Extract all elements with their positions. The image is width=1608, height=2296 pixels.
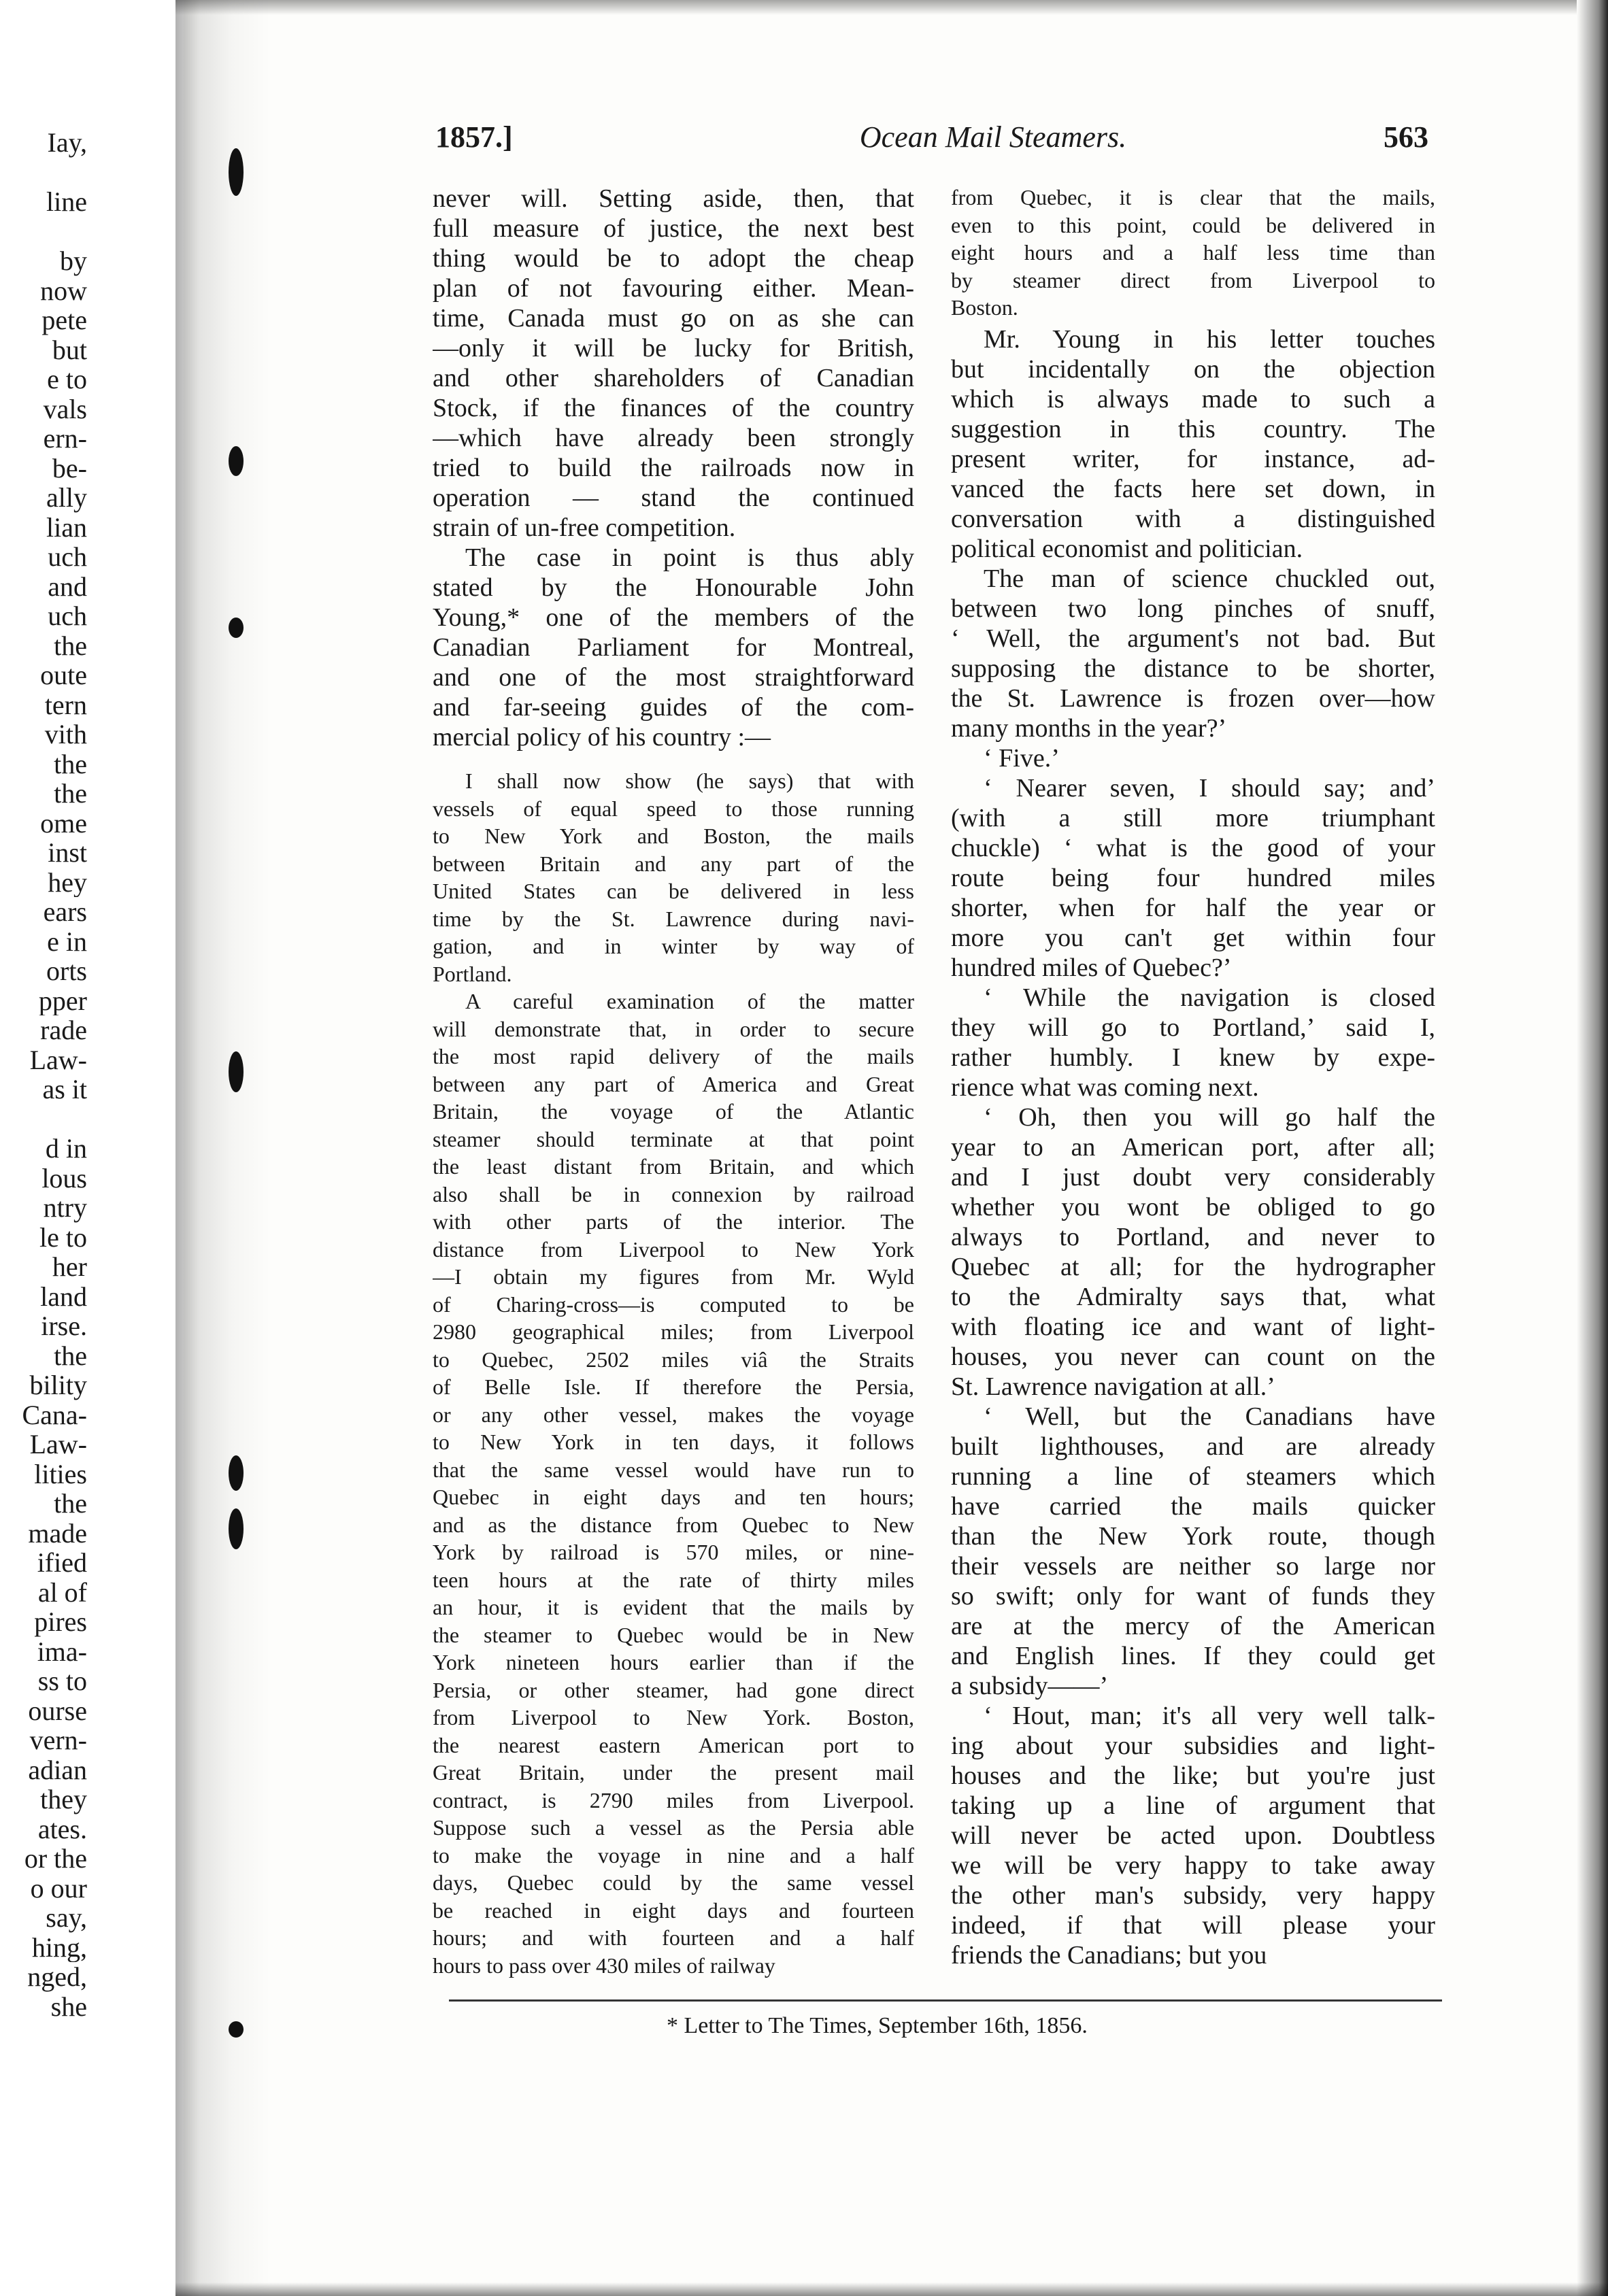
footnote-rule xyxy=(449,1999,1442,2002)
text-line: but incidentally on the objection xyxy=(951,354,1435,384)
text-line: York nineteen hours earlier than if the xyxy=(433,1650,914,1674)
text-line: ‘ Well, but the Canadians have xyxy=(984,1402,1435,1431)
right-edge-shadow xyxy=(1577,0,1608,2296)
bottom-edge-shadow xyxy=(175,2282,1608,2296)
text-line: Quebec at all; for the hydrographer xyxy=(951,1252,1435,1281)
text-line: chuckle) ‘ what is the good of your xyxy=(951,833,1435,862)
fragment-line: e to xyxy=(47,365,87,394)
text-line: gation, and in winter by way of xyxy=(433,934,914,958)
text-line: United States can be delivered in less xyxy=(433,879,914,903)
text-line: to Quebec, 2502 miles viâ the Straits xyxy=(433,1347,914,1372)
text-line: will demonstrate that, in order to secure xyxy=(433,1016,914,1041)
fragment-line: her xyxy=(52,1252,87,1282)
text-line: the other man's subsidy, very happy xyxy=(951,1880,1435,1910)
text-line: so swift; only for want of funds they xyxy=(951,1581,1435,1610)
text-line: friends the Canadians; but you xyxy=(951,1940,1267,1970)
text-line: ‘ Well, the argument's not bad. But xyxy=(951,624,1435,653)
fragment-line: bility xyxy=(29,1370,87,1400)
text-line: the least distant from Britain, and which xyxy=(433,1154,914,1179)
fragment-line: nged, xyxy=(27,1962,87,1992)
fragment-line xyxy=(0,217,87,247)
text-line: to the Admiralty says that, what xyxy=(951,1282,1435,1311)
fragment-line: le to xyxy=(39,1222,87,1252)
running-head-title: Ocean Mail Steamers. xyxy=(859,120,1127,154)
text-line: and as the distance from Quebec to New xyxy=(433,1512,914,1537)
text-line: shorter, when for half the year or xyxy=(951,893,1435,922)
binding-tear-mark xyxy=(229,2021,244,2038)
text-line: also shall be in connexion by railroad xyxy=(433,1181,914,1206)
text-line: ‘ While the navigation is closed xyxy=(984,983,1435,1012)
text-column-right xyxy=(951,184,1435,1970)
page-number: 563 xyxy=(1384,120,1428,154)
fragment-line: ss to xyxy=(37,1666,87,1696)
fragment-line: inst xyxy=(48,838,87,868)
fragment-line: ome xyxy=(40,808,87,838)
fragment-line: pper xyxy=(38,985,87,1015)
fragment-line: uch xyxy=(48,601,87,631)
fragment-line: or the xyxy=(24,1844,87,1874)
text-line: days, Quebec could by the same vessel xyxy=(433,1870,914,1895)
text-line: ‘ Hout, man; it's all very well talk- xyxy=(984,1701,1435,1730)
fragment-line: ified xyxy=(37,1548,87,1578)
text-line: and one of the most straightforward xyxy=(433,663,914,692)
text-line: they will go to Portland,’ said I, xyxy=(951,1013,1435,1042)
fragment-line: ern- xyxy=(43,424,87,454)
text-line: an hour, it is evident that the mails by xyxy=(433,1595,914,1619)
text-line: of Belle Isle. If therefore the Persia, xyxy=(433,1374,914,1399)
text-line: a subsidy——’ xyxy=(951,1671,1109,1700)
fragment-line: lities xyxy=(34,1459,87,1489)
text-line: from Quebec, it is clear that the mails, xyxy=(951,185,1435,209)
fragment-line: Cana- xyxy=(22,1400,87,1430)
fragment-line: be- xyxy=(52,453,87,483)
fragment-line: as it xyxy=(42,1075,87,1104)
fragment-line: orts xyxy=(46,956,87,986)
text-line: operation — stand the continued xyxy=(433,484,914,512)
text-line: indeed, if that will please your xyxy=(951,1910,1435,1940)
text-line: and far-seeing guides of the com- xyxy=(433,693,914,722)
text-line: their vessels are neither so large nor xyxy=(951,1551,1435,1581)
text-line: Stock, if the finances of the country xyxy=(433,394,914,422)
text-line: time, Canada must go on as she can xyxy=(433,304,914,333)
text-line: with other parts of the interior. The xyxy=(433,1209,914,1234)
text-line: —which have already been strongly xyxy=(433,424,914,452)
text-line: or any other vessel, makes the voyage xyxy=(433,1402,914,1427)
binding-tear-mark xyxy=(229,1051,244,1092)
paragraph xyxy=(951,564,1435,743)
text-line: rather humbly. I knew by expe- xyxy=(951,1043,1435,1072)
text-line: from Liverpool to New York. Boston, xyxy=(433,1705,914,1729)
text-line: to make the voyage in nine and a half xyxy=(433,1842,914,1868)
text-line: which is always made to such a xyxy=(951,384,1435,413)
fragment-line: vith xyxy=(44,720,87,749)
text-line: Great Britain, under the present mail xyxy=(433,1760,914,1785)
fragment-line: oute xyxy=(40,660,87,690)
paragraph xyxy=(951,1102,1435,1402)
text-line: and I just doubt very considerably xyxy=(951,1162,1435,1192)
fragment-line: ntry xyxy=(43,1193,87,1223)
text-line: Quebec in eight days and ten hours; xyxy=(433,1485,914,1509)
text-line: present writer, for instance, ad- xyxy=(951,444,1435,473)
fragment-line: the xyxy=(54,749,87,779)
fragment-line: land xyxy=(40,1281,87,1311)
previous-page-text-fragment xyxy=(0,128,87,2021)
paragraph xyxy=(951,743,1435,773)
text-line: Suppose such a vessel as the Persia able xyxy=(433,1815,914,1840)
top-edge-shadow xyxy=(175,0,1577,15)
text-line: that the same vessel would have run to xyxy=(433,1457,914,1482)
text-line: vanced the facts here set down, in xyxy=(951,474,1435,503)
text-line: (with a still more triumphant xyxy=(951,803,1435,832)
text-line: ‘ Five.’ xyxy=(984,743,1060,773)
fragment-line: Law- xyxy=(29,1430,87,1459)
text-line: A careful examination of the matter xyxy=(465,989,914,1013)
text-line: plan of not favouring either. Mean- xyxy=(433,274,914,303)
fragment-line: vals xyxy=(43,394,87,424)
text-line: many months in the year?’ xyxy=(951,713,1227,743)
text-line: and English lines. If they could get xyxy=(951,1641,1435,1670)
text-line: always to Portland, and never to xyxy=(951,1222,1435,1251)
text-line: between any part of America and Great xyxy=(433,1071,914,1096)
text-line: supposing the distance to be shorter, xyxy=(951,654,1435,683)
text-line: —I obtain my figures from Mr. Wyld xyxy=(433,1264,914,1289)
text-line: full measure of justice, the next best xyxy=(433,214,914,243)
text-line: taking up a line of argument that xyxy=(951,1791,1435,1820)
text-line: St. Lawrence navigation at all.’ xyxy=(951,1372,1275,1401)
fragment-line: by xyxy=(60,246,87,276)
text-line: the steamer to Quebec would be in New xyxy=(433,1622,914,1647)
text-line: —only it will be lucky for British, xyxy=(433,334,914,362)
binding-tear-mark xyxy=(229,618,244,638)
footnote: * Letter to The Times, September 16th, 1856. xyxy=(667,2013,1088,2038)
text-line: The case in point is thus ably xyxy=(465,543,914,572)
binding-tear-mark xyxy=(229,1508,244,1549)
fragment-line: Iay, xyxy=(47,128,87,158)
text-line: and other shareholders of Canadian xyxy=(433,364,914,392)
text-line: more you can't get within four xyxy=(951,923,1435,952)
text-line: by steamer direct from Liverpool to xyxy=(951,267,1435,292)
fragment-line: ears xyxy=(43,897,87,927)
fragment-line: now xyxy=(40,275,87,305)
text-line: will never be acted upon. Doubtless xyxy=(951,1821,1435,1850)
fragment-line: al of xyxy=(37,1577,87,1607)
fragment-line: o our xyxy=(30,1873,87,1903)
text-line: 2980 geographical miles; from Liverpool xyxy=(433,1319,914,1344)
text-line: eight hours and a half less time than xyxy=(951,240,1435,265)
paragraph xyxy=(433,184,914,543)
fragment-line: ally xyxy=(46,483,87,513)
binding-tear-mark xyxy=(229,446,244,476)
text-line: whether you wont be obliged to go xyxy=(951,1192,1435,1221)
paragraph xyxy=(951,324,1435,564)
fragment-line: tern xyxy=(44,690,87,720)
fragment-line: d in xyxy=(45,1134,87,1164)
text-line: between two long pinches of snuff, xyxy=(951,594,1435,623)
fragment-line: ourse xyxy=(28,1695,87,1725)
fragment-line: say, xyxy=(46,1903,87,1933)
text-line: thing would be to adopt the cheap xyxy=(433,244,914,273)
fragment-line: ima- xyxy=(37,1636,87,1666)
text-line: the nearest eastern American port to xyxy=(433,1732,914,1757)
fragment-line: lous xyxy=(41,1163,87,1193)
text-line: contract, is 2790 miles from Liverpool. xyxy=(433,1787,914,1812)
paragraph xyxy=(951,983,1435,1102)
text-line: vessels of equal speed to those running xyxy=(433,796,914,821)
text-line: York by railroad is 570 miles, or nine- xyxy=(433,1540,914,1564)
text-line: Portland. xyxy=(433,961,512,986)
text-line: conversation with a distinguished xyxy=(951,504,1435,533)
text-line: Canadian Parliament for Montreal, xyxy=(433,633,914,662)
binding-tear-mark xyxy=(229,1455,244,1491)
fragment-line: hing, xyxy=(31,1932,87,1962)
text-column-left xyxy=(433,184,914,1979)
text-line: with floating ice and want of light- xyxy=(951,1312,1435,1341)
text-line: never will. Setting aside, then, that xyxy=(433,184,914,213)
text-line: built lighthouses, and are already xyxy=(951,1432,1435,1461)
fragment-line: ates. xyxy=(37,1814,87,1844)
fragment-line: the xyxy=(54,630,87,660)
paragraph xyxy=(951,1701,1435,1970)
text-line: ‘ Oh, then you will go half the xyxy=(984,1102,1435,1132)
text-line: Persia, or other steamer, had gone direct xyxy=(433,1677,914,1702)
text-line: time by the St. Lawrence during navi- xyxy=(433,906,914,931)
text-line: to New York and Boston, the mails xyxy=(433,824,914,848)
text-line: between Britain and any part of the xyxy=(433,851,914,876)
fragment-line: the xyxy=(54,1489,87,1519)
text-line: Young,* one of the members of the xyxy=(433,603,914,632)
binding-tear-mark xyxy=(229,148,244,196)
text-line: strain of un-free competition. xyxy=(433,513,736,542)
fragment-line xyxy=(0,158,87,188)
text-line: houses, you never can count on the xyxy=(951,1342,1435,1371)
fragment-line: e in xyxy=(47,926,87,956)
text-line: houses and the like; but you're just xyxy=(951,1761,1435,1790)
text-line: ing about your subsidies and light- xyxy=(951,1731,1435,1760)
paragraph xyxy=(433,543,914,752)
text-line: hours to pass over 430 miles of railway xyxy=(433,1953,775,1978)
fragment-line: Law- xyxy=(29,1045,87,1075)
paragraph xyxy=(951,1402,1435,1701)
text-line: steamer should terminate at that point xyxy=(433,1126,914,1151)
text-line: I shall now show (he says) that with xyxy=(465,769,914,793)
text-line: hours; and with fourteen and a half xyxy=(433,1925,914,1950)
text-line: we will be very happy to take away xyxy=(951,1851,1435,1880)
text-line: ‘ Nearer seven, I should say; and’ xyxy=(984,773,1435,803)
block-quote-continued xyxy=(951,184,1435,322)
fragment-line: line xyxy=(46,187,87,217)
fragment-line: she xyxy=(50,1991,87,2021)
text-line: The man of science chuckled out, xyxy=(984,564,1435,593)
text-line: be reached in eight days and fourteen xyxy=(433,1897,914,1923)
text-line: to New York in ten days, it follows xyxy=(433,1430,914,1454)
text-line: of Charing-cross—is computed to be xyxy=(433,1292,914,1317)
fragment-line xyxy=(0,1104,87,1134)
fragment-line: pires xyxy=(34,1607,87,1637)
running-head-year: 1857.] xyxy=(435,120,513,154)
text-line: the St. Lawrence is frozen over—how xyxy=(951,683,1435,713)
fragment-line: lian xyxy=(46,512,87,542)
text-line: tried to build the railroads now in xyxy=(433,454,914,482)
binding-gutter-shadow xyxy=(175,0,271,2296)
fragment-line: vern- xyxy=(29,1725,87,1755)
fragment-line: irse. xyxy=(41,1311,87,1341)
block-quote xyxy=(433,767,914,987)
text-line: year to an American port, after all; xyxy=(951,1132,1435,1162)
text-line: distance from Liverpool to New York xyxy=(433,1236,914,1262)
block-quote xyxy=(433,987,914,1979)
text-line: hundred miles of Quebec?’ xyxy=(951,953,1232,982)
fragment-line: hey xyxy=(48,867,87,897)
fragment-line: and xyxy=(48,571,87,601)
text-line: route being four hundred miles xyxy=(951,863,1435,892)
fragment-line: the xyxy=(54,779,87,809)
text-line: Britain, the voyage of the Atlantic xyxy=(433,1099,914,1124)
text-line: stated by the Honourable John xyxy=(433,573,914,602)
text-line: running a line of steamers which xyxy=(951,1462,1435,1491)
text-line: the most rapid delivery of the mails xyxy=(433,1044,914,1068)
fragment-line: made xyxy=(28,1518,87,1548)
text-line: have carried the mails quicker xyxy=(951,1491,1435,1521)
fragment-line: adian xyxy=(28,1755,87,1785)
text-line: even to this point, could be delivered in xyxy=(951,212,1435,237)
fragment-line: they xyxy=(40,1785,87,1814)
fragment-line: pete xyxy=(41,305,87,335)
fragment-line: the xyxy=(54,1340,87,1370)
fragment-line: but xyxy=(52,335,87,365)
fragment-line: rade xyxy=(40,1015,87,1045)
text-line: Mr. Young in his letter touches xyxy=(984,324,1435,354)
text-line: rience what was coming next. xyxy=(951,1073,1259,1102)
fragment-line: uch xyxy=(48,542,87,572)
text-line: political economist and politician. xyxy=(951,534,1303,563)
text-line: mercial policy of his country :— xyxy=(433,723,771,752)
paragraph xyxy=(951,773,1435,983)
text-line: than the New York route, though xyxy=(951,1521,1435,1551)
running-head xyxy=(435,120,1428,167)
text-line: Boston. xyxy=(951,295,1018,320)
text-line: are at the mercy of the American xyxy=(951,1611,1435,1640)
text-line: suggestion in this country. The xyxy=(951,414,1435,443)
text-line: teen hours at the rate of thirty miles xyxy=(433,1567,914,1592)
